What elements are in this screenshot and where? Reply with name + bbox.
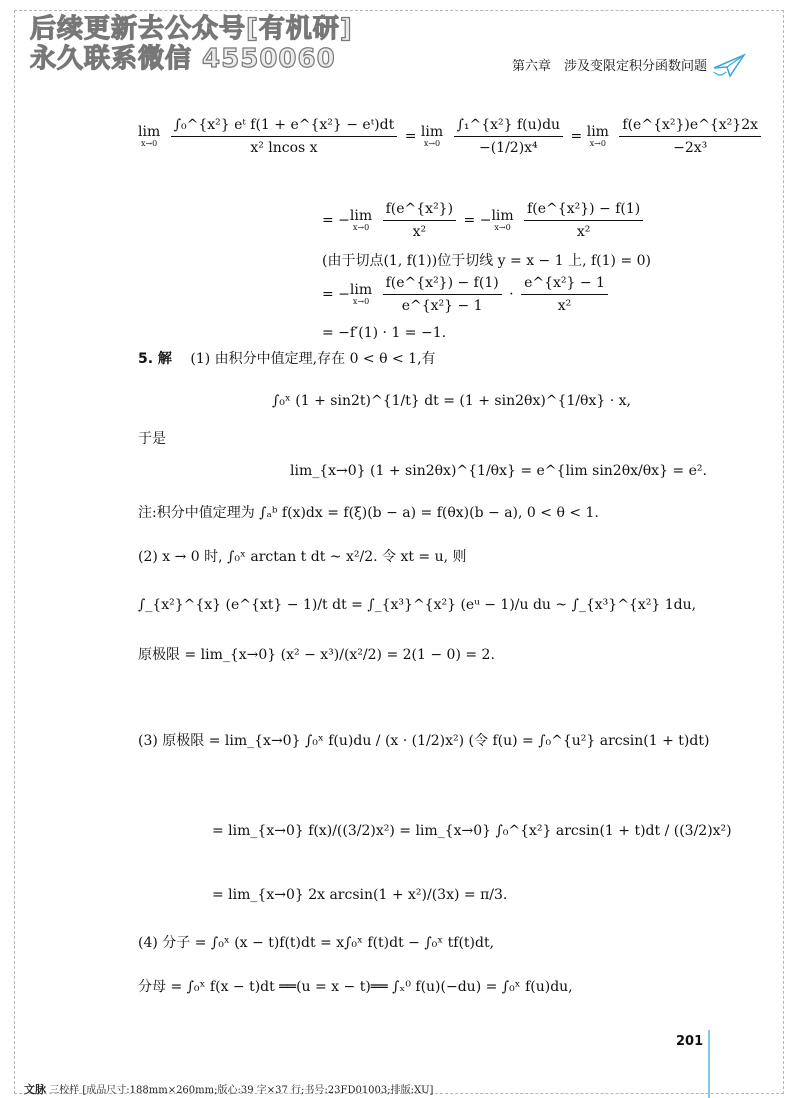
limit-row-2: = − lim x→0 $\frac{\text{f(e\textasciicircum{}\{x²\})}}{\text{x²}}$ = − lim x→0 $\frac{\text{f(e\textasciicircum{}\{x²\}) − f(1)}}{\text{x²}}$ bbox=[322, 200, 646, 241]
page-number: 201 bbox=[676, 1034, 704, 1049]
r2-denominator-2: x² bbox=[576, 224, 591, 240]
original-limit-2: 原极限 = lim_{x→0} (x² − x³)/(x²/2) = 2(1 − 0) = 2. bbox=[138, 647, 495, 663]
limit-row-4: = −f′(1) · 1 = −1. bbox=[322, 325, 447, 341]
r1-denominator: x² lncos x bbox=[250, 140, 318, 156]
note-text: 注:积分中值定理为 ∫ₐᵇ f(x)dx = f(ξ)(b − a) = f(θx)(b − a), 0 < θ < 1. bbox=[138, 505, 599, 521]
limit-row-3: = − lim x→0 $\frac{\text{f(e\textasciicircum{}\{x²\}) − f(1)}}{\text{e\textasciicircum{}\{x²\} − 1}}$ · $\frac{\text{e\textasciicircum{}\{x²\} − 1}}{\text{x²}}$ bbox=[322, 274, 611, 315]
part-1-text: (1) 由积分中值定理,存在 0 < θ < 1,有 bbox=[190, 351, 436, 367]
brand-mark: 文脉 bbox=[24, 1083, 46, 1096]
watermark-line-2: 永久联系微信 4550060 bbox=[30, 44, 336, 74]
equation-4: = lim_{x→0} f(x)/((3/2)x²) = lim_{x→0} ∫₀^{x²} arcsin(1 + t)dt / ((3/2)x²) bbox=[212, 823, 732, 839]
equation-2: lim_{x→0} (1 + sin2θx)^{1/θx} = e^{lim sin2θx/θx} = e². bbox=[290, 463, 707, 479]
part-2-text: (2) x → 0 时, ∫₀ˣ arctan t dt ~ x²/2. 令 xt = u, 则 bbox=[138, 549, 467, 565]
tangent-note: (由于切点(1, f(1))位于切线 y = x − 1 上, f(1) = 0) bbox=[322, 253, 651, 269]
therefore-text: 于是 bbox=[138, 431, 166, 447]
paper-plane-icon bbox=[712, 52, 746, 80]
r2-numerator-2: f(e^{x²}) − f(1) bbox=[524, 200, 643, 221]
part-4-denominator: 分母 = ∫₀ˣ f(x − t)dt ══(u = x − t)══ ∫ₓ⁰ f(u)(−du) = ∫₀ˣ f(u)du, bbox=[138, 979, 573, 995]
solution-5-line bbox=[138, 350, 436, 368]
r1-numerator-2: ∫₁^{x²} f(u)du bbox=[454, 116, 564, 137]
chapter-title: 第六章 涉及变限定积分函数问题 bbox=[512, 59, 708, 74]
r3-numerator-2: e^{x²} − 1 bbox=[521, 274, 608, 295]
r1-numerator-3: f(e^{x²})e^{x²}2x bbox=[619, 116, 761, 137]
print-info bbox=[24, 1081, 433, 1097]
r3-numerator: f(e^{x²}) − f(1) bbox=[383, 274, 502, 295]
r1-denominator-2: −(1/2)x⁴ bbox=[478, 140, 538, 156]
part-4-numerator: (4) 分子 = ∫₀ˣ (x − t)f(t)dt = x∫₀ˣ f(t)dt − ∫₀ˣ tf(t)dt, bbox=[138, 935, 495, 951]
r2-denominator: x² bbox=[412, 224, 427, 240]
part-3-text: (3) 原极限 = lim_{x→0} ∫₀ˣ f(u)du / (x · (1/2)x²) (令 f(u) = ∫₀^{u²} arcsin(1 + t)dt) bbox=[138, 733, 710, 749]
solution-heading: 5. 解 bbox=[138, 351, 172, 367]
equation-5: = lim_{x→0} 2x arcsin(1 + x²)/(3x) = π/3. bbox=[212, 887, 508, 903]
proof-info: 三校样 [成品尺寸:188mm×260mm;版心:39 字×37 行;书号:23FD01003;排版:XU] bbox=[49, 1085, 434, 1096]
r1-numerator: ∫₀^{x²} eᵗ f(1 + e^{x²} − eᵗ)dt bbox=[171, 116, 398, 137]
margin-line bbox=[708, 1030, 710, 1098]
limit-row-1: lim x→0 $\frac{\text{∫₀\textasciicircum{}\{x²\} eᵗ f(1 + e\textasciicircum{}\{x²\} − eᵗ)dt}}{\text{x² lncos x}}$ = lim x→0 $\frac{\text{∫₁\textasciicircum{}\{x²\} f(u)du}}{\text{−(1/2)x⁴}}$ = lim x→0 $\frac{\text{f(e\textasciicircum{}\{x²\})e\textasciicircum{}\{x²\}2x}}{\text{−2x³}}$ bbox=[138, 116, 764, 157]
equation-3: ∫_{x²}^{x} (e^{xt} − 1)/t dt = ∫_{x³}^{x²} (eᵘ − 1)/u du ~ ∫_{x³}^{x²} 1du, bbox=[138, 597, 697, 613]
r1-denominator-3: −2x³ bbox=[673, 140, 708, 156]
r2-numerator: f(e^{x²}) bbox=[383, 200, 456, 221]
r3-denominator: e^{x²} − 1 bbox=[401, 298, 483, 314]
r3-denominator-2: x² bbox=[557, 298, 572, 314]
equation-1: ∫₀ˣ (1 + sin2t)^{1/t} dt = (1 + sin2θx)^{1/θx} · x, bbox=[272, 393, 631, 409]
watermark-line-1: 后续更新去公众号[有机研] bbox=[30, 14, 353, 44]
